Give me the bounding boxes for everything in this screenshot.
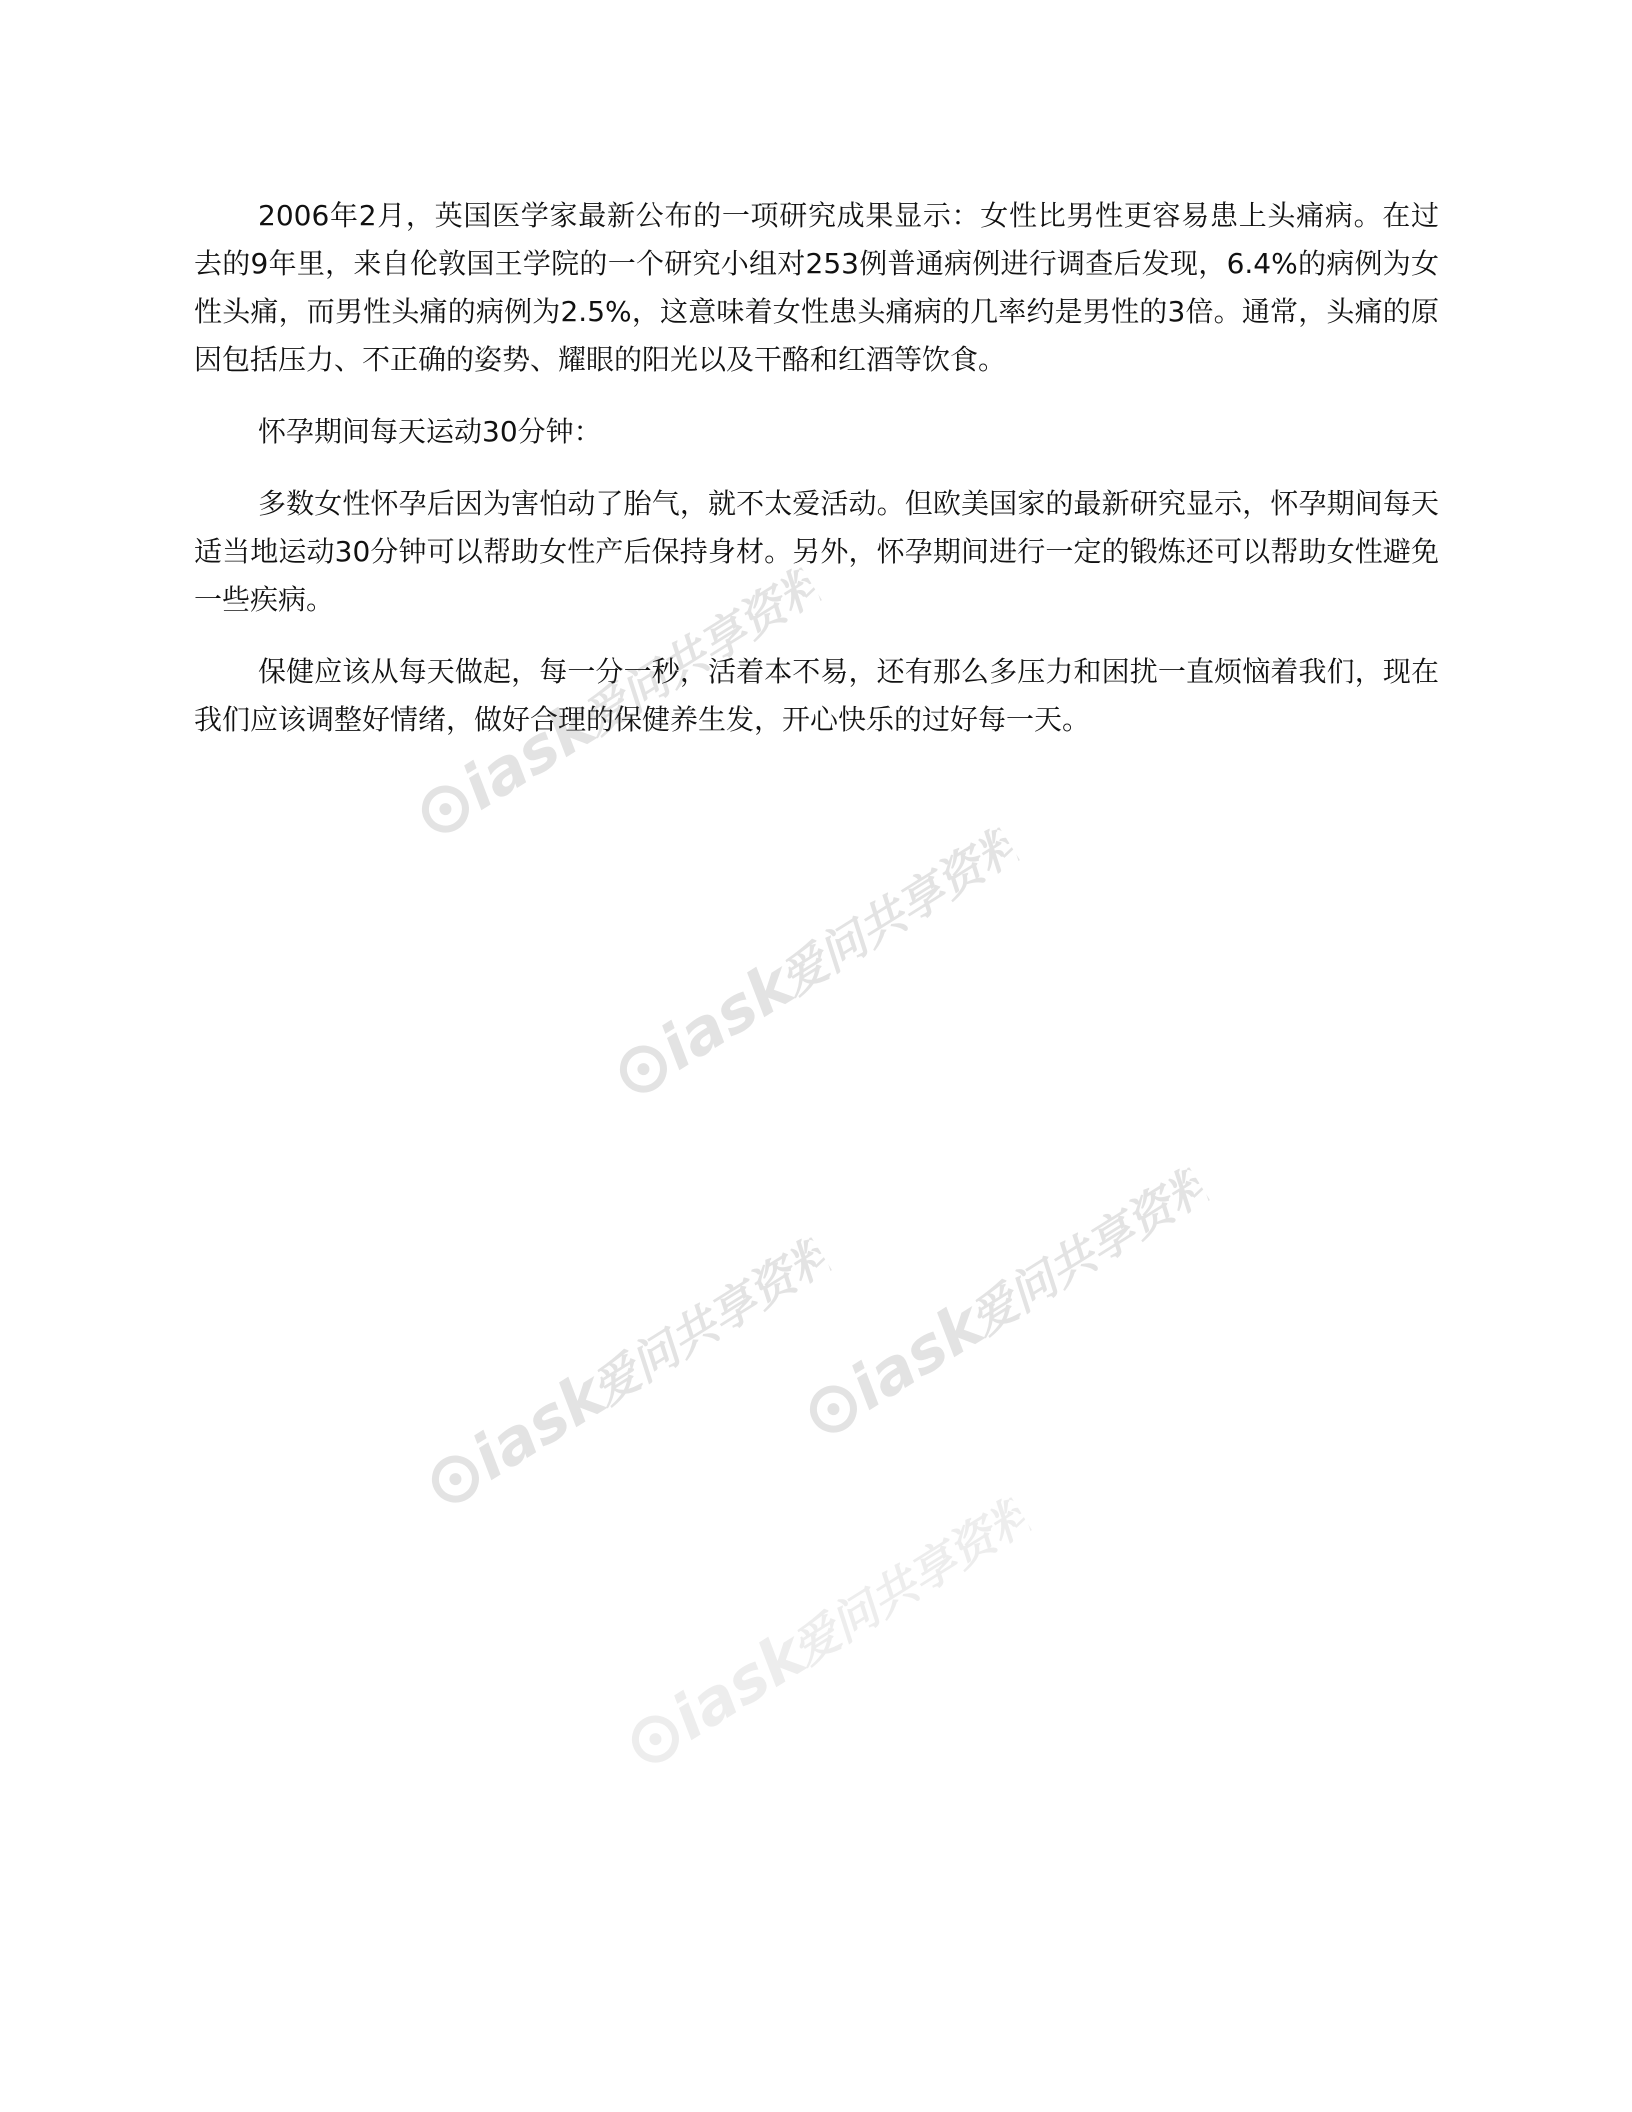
watermark-logo: [589, 795, 1037, 1132]
svg-text:iask: iask: [647, 947, 806, 1084]
document-body: [194, 192, 1439, 768]
watermark-logo: [779, 1135, 1227, 1472]
watermark-logo: [601, 1465, 1049, 1802]
svg-text:iask: iask: [459, 1357, 618, 1494]
svg-text:爱问共享资料: 爱问共享资料: [572, 554, 835, 747]
svg-text:爱问共享资料: 爱问共享资料: [960, 1154, 1223, 1347]
paragraph-pregnancy-heading: 怀孕期间每天运动30分钟：: [258, 415, 602, 448]
paragraph-pregnancy-exercise: 多数女性怀孕后因为害怕动了胎气，就不太爱活动。但欧美国家的最新研究显示，怀孕期间每天适当地运动30分钟可以帮助女性产后保持身材。另外，怀孕期间进行一定的锻炼还可以帮助女性避免一些疾病。: [194, 487, 1439, 616]
svg-text:iask: iask: [659, 1617, 818, 1754]
watermark-logo: [401, 1205, 849, 1542]
paragraph-health-advice: 保健应该从每天做起，每一分一秒，活着本不易，还有那么多压力和困扰一直烦恼着我们，现在我们应该调整好情绪，做好合理的保健养生发，开心快乐的过好每一天。: [194, 655, 1439, 736]
svg-text:爱问共享资料: 爱问共享资料: [582, 1224, 845, 1417]
svg-text:爱问共享资料: 爱问共享资料: [770, 814, 1033, 1007]
paragraph-headache-study: 2006年2月，英国医学家最新公布的一项研究成果显示：女性比男性更容易患上头痛病。在过去的9年里，来自伦敦国王学院的一个研究小组对253例普通病例进行调查后发现，6.4%的病例为女性头痛，而男性头痛的病例为2.5%，这意味着女性患头痛病的几率约是男性的3倍。通常，头痛的原因包括压力、不正确的姿势、耀眼的阳光以及干酪和红酒等饮食。: [194, 199, 1439, 376]
svg-text:爱问共享资料: 爱问共享资料: [782, 1484, 1045, 1677]
svg-text:iask: iask: [837, 1287, 996, 1424]
svg-text:iask: iask: [449, 687, 608, 824]
